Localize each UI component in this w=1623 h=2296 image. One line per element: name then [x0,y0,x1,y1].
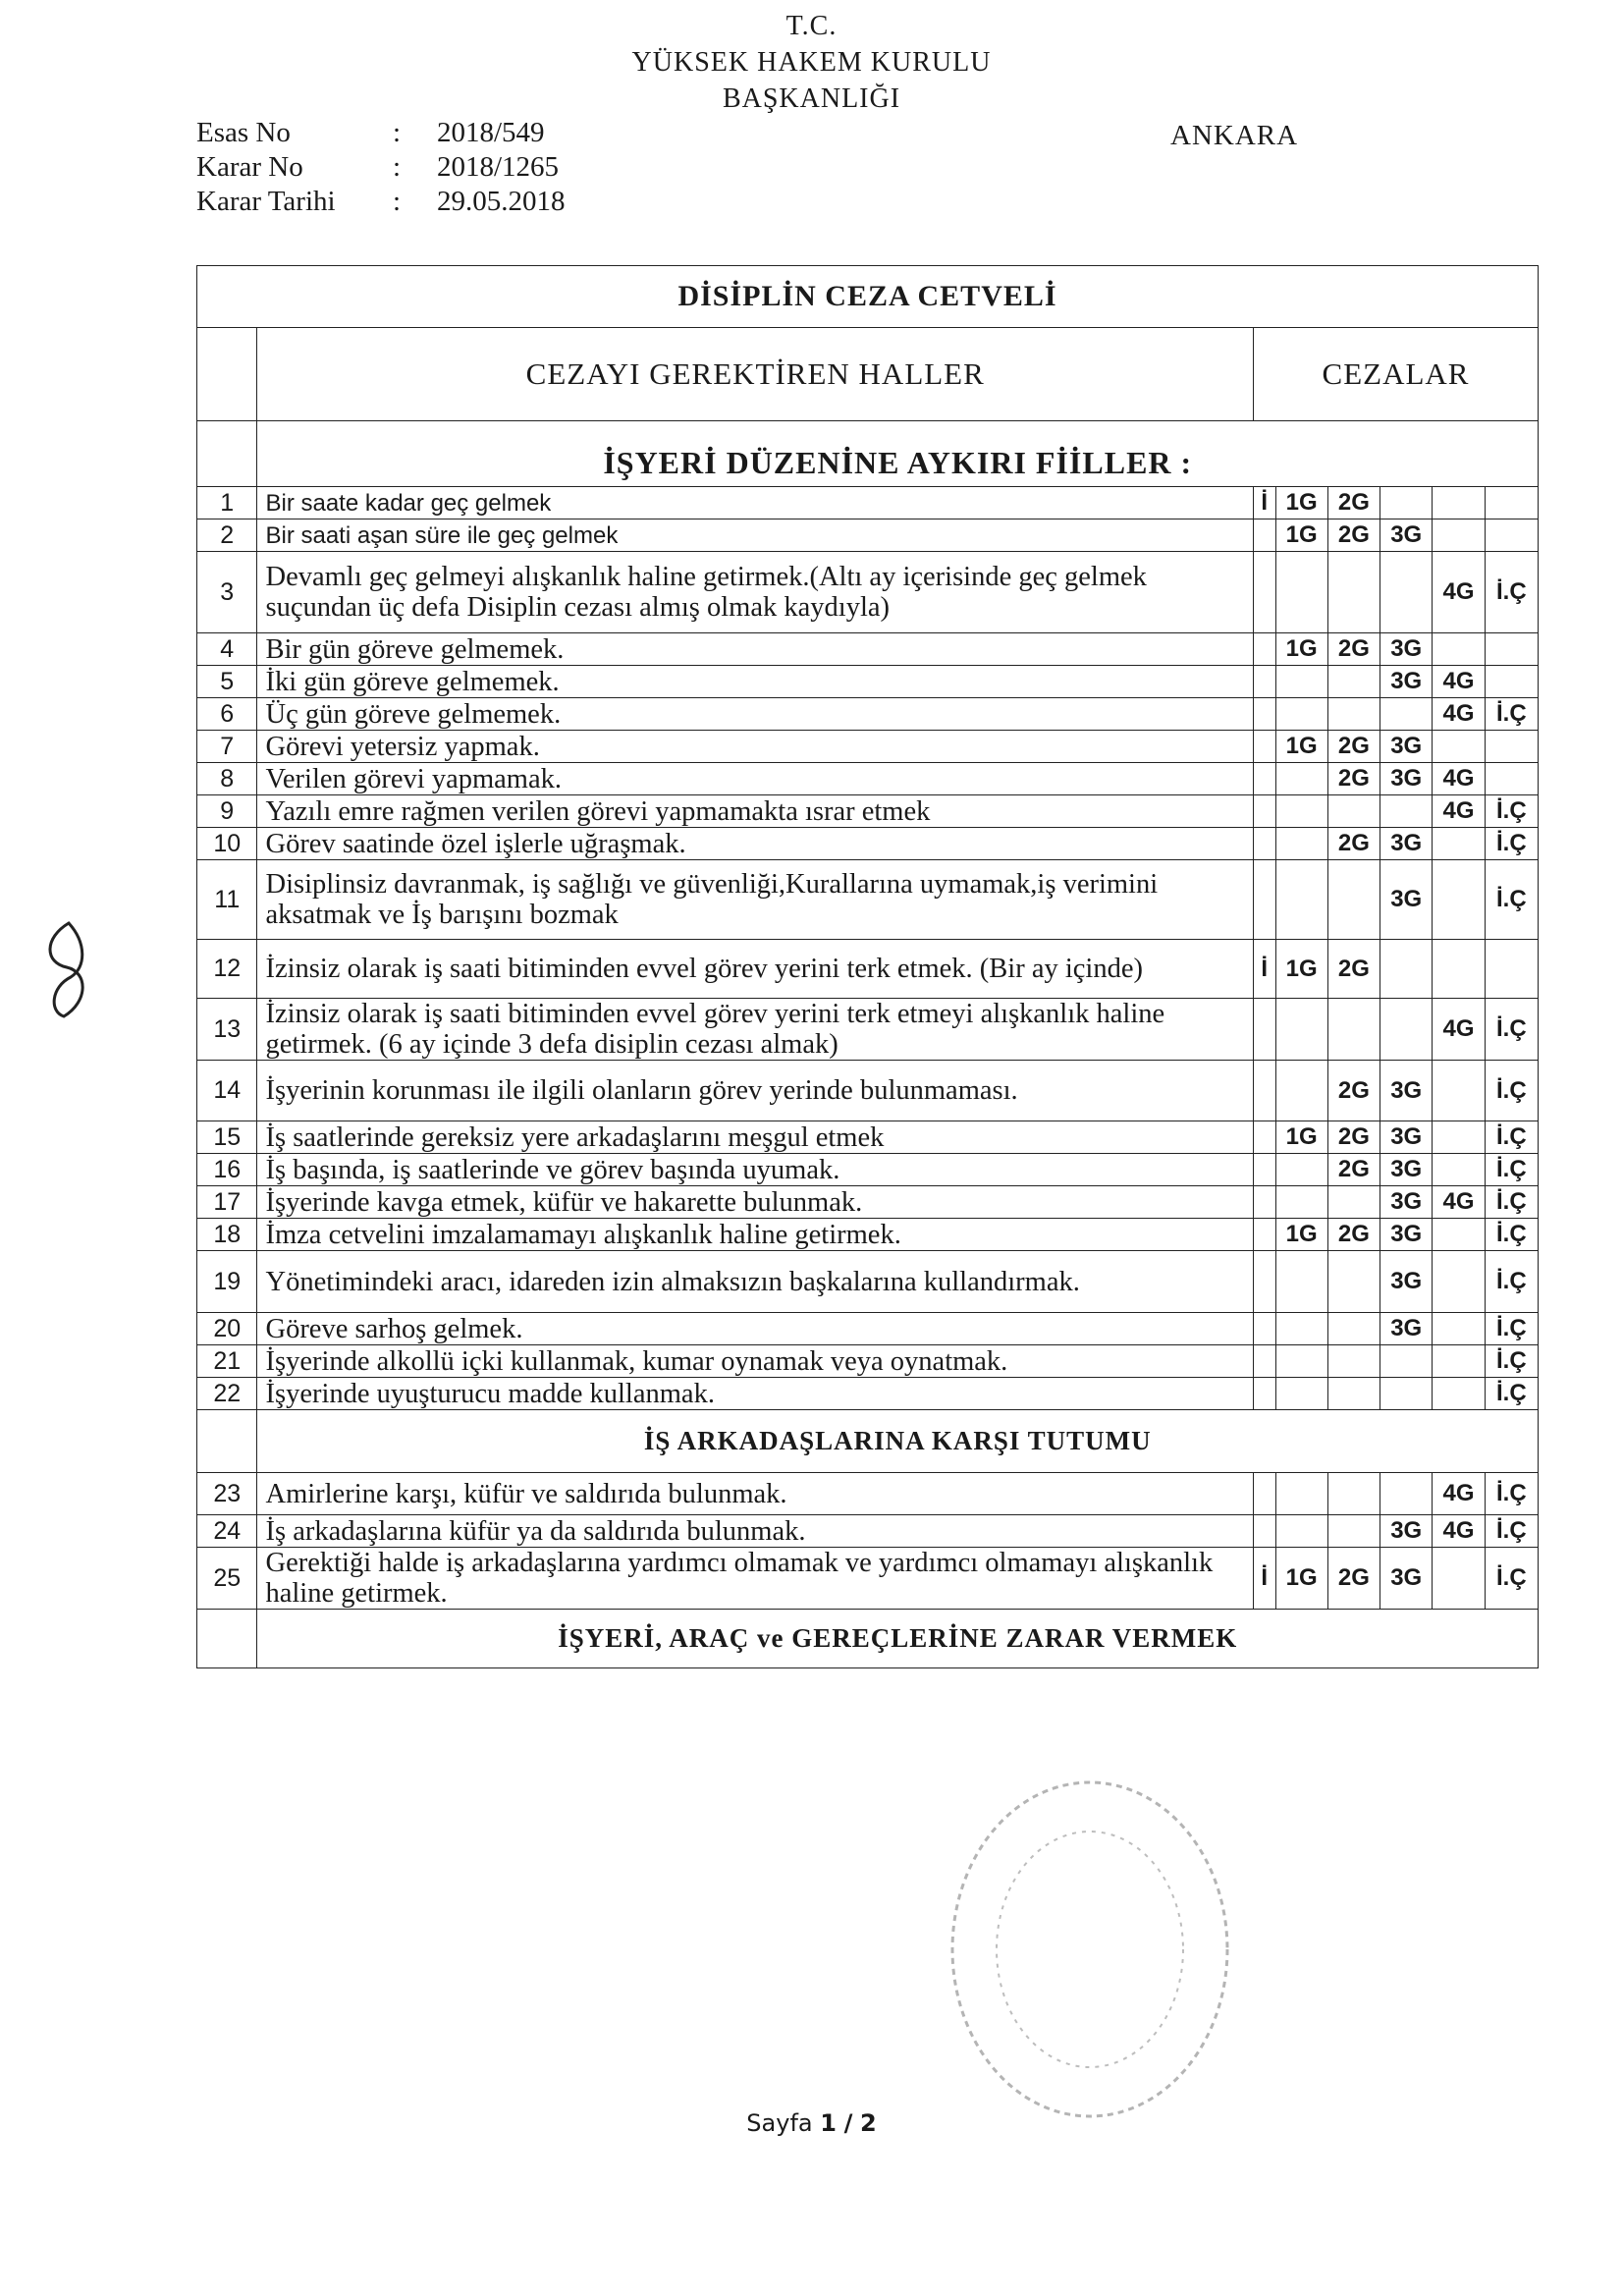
row-number: 5 [197,666,257,698]
penalty-cell [1380,1378,1433,1410]
table-row [197,1345,1539,1378]
penalty-cell [1380,1473,1433,1515]
penalty-cell [1485,763,1538,795]
penalty-cell: 3G [1380,1548,1433,1610]
penalty-cell: İ.Ç [1485,1473,1538,1515]
penalty-cell [1327,1378,1380,1410]
penalty-cell [1253,519,1275,552]
row-number: 23 [197,1473,257,1515]
row-number: 24 [197,1515,257,1548]
header-institution: YÜKSEK HAKEM KURULU [631,47,992,78]
penalty-cell [1253,1313,1275,1345]
table-row [197,1061,1539,1121]
row-description: Bir saate kadar geç gelmek [257,487,1254,519]
table-row [197,763,1539,795]
penalty-cell: 2G [1327,828,1380,860]
penalty-cell [1275,763,1327,795]
penalty-cell: 1G [1275,1121,1327,1154]
penalty-cell [1327,1473,1380,1515]
penalty-cell [1253,1061,1275,1121]
penalty-cell: İ.Ç [1485,1154,1538,1186]
row-number: 4 [197,633,257,666]
penalty-cell: 4G [1433,1473,1485,1515]
header-tc: T.C. [785,11,838,41]
penalty-cell [1275,1061,1327,1121]
penalty-cell [1275,860,1327,940]
penalty-cell: 3G [1380,519,1433,552]
penalty-cell [1253,860,1275,940]
table-row [197,1154,1539,1186]
row-description: Yönetimindeki aracı, idareden izin almaksızın başkalarına kullandırmak. [257,1251,1254,1313]
row-number: 3 [197,552,257,633]
penalty-cell [1253,1515,1275,1548]
penalty-cell: 3G [1380,1251,1433,1313]
row-description: Yazılı emre rağmen verilen görevi yapmamakta ısrar etmek [257,795,1254,828]
penalty-cell: 2G [1327,763,1380,795]
row-description: Görev saatinde özel işlerle uğraşmak. [257,828,1254,860]
meta-value: 29.05.2018 [437,186,566,217]
penalty-cell [1327,999,1380,1061]
row-description: Gerektiği halde iş arkadaşlarına yardımcı olmamak ve yardımcı olmamayı alışkanlık haline getirmek. [257,1548,1254,1610]
penalty-cell: İ.Ç [1485,795,1538,828]
penalty-cell [1275,1515,1327,1548]
penalty-cell [1327,552,1380,633]
penalty-cell: 2G [1327,1548,1380,1610]
penalty-cell: 3G [1380,860,1433,940]
penalty-cell [1275,1251,1327,1313]
penalty-cell: İ.Ç [1485,552,1538,633]
row-number: 16 [197,1154,257,1186]
section-title-workplace-order: İŞYERİ DÜZENİNE AYKIRI FİİLLER : [257,421,1539,487]
penalty-cell: 3G [1380,666,1433,698]
row-description: İmza cetvelini imzalamamayı alışkanlık haline getirmek. [257,1219,1254,1251]
penalty-cell [1253,763,1275,795]
penalty-cell [1433,860,1485,940]
penalty-cell [1253,1473,1275,1515]
handwritten-mark [39,918,98,1026]
penalty-cell: İ [1253,487,1275,519]
meta-esas-no [196,116,566,150]
table-row [197,698,1539,731]
penalty-cell [1433,1061,1485,1121]
penalty-cell: 1G [1275,731,1327,763]
penalty-cell [1433,1154,1485,1186]
meta-sep: : [393,117,402,148]
row-description: Disiplinsiz davranmak, iş sağlığı ve güvenliği,Kurallarına uymamak,iş verimini aksatmak ve İş barışını bozmak [257,860,1254,940]
case-meta [196,116,566,219]
section-blank-cell [197,1410,257,1473]
penalty-cell [1433,731,1485,763]
penalty-table [196,265,1539,1668]
penalty-cell: 1G [1275,1548,1327,1610]
penalty-cell [1380,552,1433,633]
header-blank-cell [197,328,257,421]
penalty-cell [1433,1548,1485,1610]
table-row [197,519,1539,552]
penalty-cell [1433,940,1485,999]
penalty-cell [1433,1313,1485,1345]
penalty-cell: 4G [1433,1515,1485,1548]
table-row [197,940,1539,999]
row-number: 1 [197,487,257,519]
penalty-cell [1327,1251,1380,1313]
penalty-cell: 2G [1327,1061,1380,1121]
row-description: Amirlerine karşı, küfür ve saldırıda bulunmak. [257,1473,1254,1515]
row-description: İş saatlerinde gereksiz yere arkadaşlarını meşgul etmek [257,1121,1254,1154]
penalty-cell [1327,666,1380,698]
column-header-cases: CEZAYI GEREKTİREN HALLER [257,328,1254,421]
penalty-cell [1380,795,1433,828]
penalty-cell [1380,999,1433,1061]
penalty-cell [1380,698,1433,731]
row-number: 18 [197,1219,257,1251]
row-number: 9 [197,795,257,828]
page-separator: / [843,2109,853,2137]
meta-value: 2018/1265 [437,151,560,183]
row-number: 14 [197,1061,257,1121]
table-row [197,1121,1539,1154]
page-current: 1 [820,2109,837,2137]
penalty-cell: 4G [1433,552,1485,633]
penalty-cell: 3G [1380,1313,1433,1345]
penalty-cell [1380,940,1433,999]
penalty-cell: 1G [1275,519,1327,552]
meta-label: Esas No [196,117,291,148]
column-header-penalties: CEZALAR [1253,328,1538,421]
row-description: İş başında, iş saatlerinde ve görev başında uyumak. [257,1154,1254,1186]
penalty-cell: İ.Ç [1485,1345,1538,1378]
row-number: 19 [197,1251,257,1313]
row-description: İşyerinde alkollü içki kullanmak, kumar oynamak veya oynatmak. [257,1345,1254,1378]
section-blank-cell [197,1610,257,1668]
penalty-cell: İ.Ç [1485,1061,1538,1121]
penalty-cell: 3G [1380,1186,1433,1219]
penalty-cell [1275,999,1327,1061]
penalty-cell: İ [1253,940,1275,999]
penalty-cell: 3G [1380,1061,1433,1121]
penalty-cell [1253,698,1275,731]
penalty-cell [1253,1378,1275,1410]
section-blank-cell [197,421,257,487]
meta-sep: : [393,151,402,183]
row-description: Devamlı geç gelmeyi alışkanlık haline getirmek.(Altı ay içerisinde geç gelmek suçundan üç defa Disiplin cezası almış olmak kaydıyla) [257,552,1254,633]
table-row [197,731,1539,763]
row-description: İki gün göreve gelmemek. [257,666,1254,698]
penalty-cell [1275,828,1327,860]
penalty-cell: 2G [1327,633,1380,666]
penalty-cell [1253,731,1275,763]
penalty-cell [1327,1186,1380,1219]
penalty-cell: 3G [1380,1219,1433,1251]
penalty-cell: 1G [1275,633,1327,666]
penalty-cell [1433,633,1485,666]
penalty-cell: 3G [1380,763,1433,795]
penalty-cell [1275,1473,1327,1515]
penalty-cell: 4G [1433,795,1485,828]
row-number: 12 [197,940,257,999]
row-number: 13 [197,999,257,1061]
row-number: 6 [197,698,257,731]
penalty-cell [1380,1345,1433,1378]
penalty-cell [1253,795,1275,828]
penalty-cell [1327,795,1380,828]
penalty-cell [1327,860,1380,940]
penalty-cell [1253,1121,1275,1154]
penalty-cell [1327,1345,1380,1378]
penalty-cell [1275,552,1327,633]
row-description: Bir saati aşan süre ile geç gelmek [257,519,1254,552]
penalty-cell: İ.Ç [1485,999,1538,1061]
row-description: İşyerinde kavga etmek, küfür ve hakarette bulunmak. [257,1186,1254,1219]
penalty-cell [1275,1186,1327,1219]
page-label: Sayfa [746,2109,813,2137]
penalty-cell [1275,698,1327,731]
penalty-cell [1253,633,1275,666]
penalty-cell [1275,1313,1327,1345]
row-number: 11 [197,860,257,940]
row-description: Verilen görevi yapmamak. [257,763,1254,795]
penalty-cell: İ [1253,1548,1275,1610]
row-description: İşyerinin korunması ile ilgili olanların görev yerinde bulunmaması. [257,1061,1254,1121]
penalty-cell [1327,698,1380,731]
penalty-cell: İ.Ç [1485,1219,1538,1251]
penalty-cell [1433,1378,1485,1410]
row-number: 17 [197,1186,257,1219]
table-row [197,1473,1539,1515]
penalty-cell [1253,1251,1275,1313]
penalty-cell [1253,1154,1275,1186]
penalty-cell [1275,666,1327,698]
penalty-cell: 2G [1327,1121,1380,1154]
penalty-cell [1253,552,1275,633]
table-row [197,999,1539,1061]
penalty-cell: 4G [1433,1186,1485,1219]
penalty-cell: İ.Ç [1485,1186,1538,1219]
penalty-cell: 3G [1380,1121,1433,1154]
row-number: 7 [197,731,257,763]
penalty-cell [1253,1186,1275,1219]
meta-karar-tarihi [196,185,566,219]
penalty-cell: 4G [1433,763,1485,795]
penalty-cell: 3G [1380,633,1433,666]
meta-sep: : [393,186,402,217]
row-number: 20 [197,1313,257,1345]
row-number: 25 [197,1548,257,1610]
meta-label: Karar Tarihi [196,186,336,217]
penalty-cell: 3G [1380,731,1433,763]
table-row [197,1251,1539,1313]
penalty-cell: İ.Ç [1485,1121,1538,1154]
penalty-cell: İ.Ç [1485,828,1538,860]
section-title-colleagues: İŞ ARKADAŞLARINA KARŞI TUTUMU [257,1410,1539,1473]
penalty-cell [1275,1378,1327,1410]
penalty-cell [1433,1219,1485,1251]
penalty-cell: 3G [1380,1515,1433,1548]
penalty-cell: 2G [1327,731,1380,763]
table-row [197,1219,1539,1251]
penalty-cell: 3G [1380,1154,1433,1186]
penalty-cell [1485,666,1538,698]
penalty-cell [1253,828,1275,860]
penalty-cell [1253,666,1275,698]
row-number: 8 [197,763,257,795]
penalty-cell [1485,633,1538,666]
penalty-cell: 1G [1275,1219,1327,1251]
penalty-cell: İ.Ç [1485,1313,1538,1345]
penalty-cell: İ.Ç [1485,860,1538,940]
row-number: 21 [197,1345,257,1378]
row-description: İş arkadaşlarına küfür ya da saldırıda bulunmak. [257,1515,1254,1548]
row-number: 2 [197,519,257,552]
meta-value: 2018/549 [437,117,545,148]
penalty-cell [1433,1121,1485,1154]
row-description: Bir gün göreve gelmemek. [257,633,1254,666]
penalty-cell: 4G [1433,698,1485,731]
penalty-cell [1253,999,1275,1061]
penalty-cell [1253,1345,1275,1378]
penalty-cell [1433,1251,1485,1313]
penalty-cell [1380,487,1433,519]
penalty-cell: İ.Ç [1485,698,1538,731]
meta-karar-no [196,150,566,185]
penalty-cell: 4G [1433,666,1485,698]
penalty-cell [1327,1313,1380,1345]
table-row [197,1515,1539,1548]
penalty-cell: 2G [1327,1219,1380,1251]
table-title: DİSİPLİN CEZA CETVELİ [197,266,1539,328]
penalty-cell: İ.Ç [1485,1515,1538,1548]
table-row [197,1548,1539,1610]
row-number: 22 [197,1378,257,1410]
row-description: İzinsiz olarak iş saati bitiminden evvel görev yerini terk etmek. (Bir ay içinde) [257,940,1254,999]
row-number: 15 [197,1121,257,1154]
penalty-cell [1433,519,1485,552]
row-description: İşyerinde uyuşturucu madde kullanmak. [257,1378,1254,1410]
penalty-cell: 2G [1327,1154,1380,1186]
penalty-cell [1433,828,1485,860]
penalty-cell [1253,1219,1275,1251]
penalty-cell [1433,1345,1485,1378]
header-presidency: BAŞKANLIĞI [722,83,901,114]
penalty-cell: 1G [1275,487,1327,519]
penalty-cell: İ.Ç [1485,1548,1538,1610]
penalty-cell [1327,1515,1380,1548]
penalty-cell [1485,940,1538,999]
penalty-cell [1485,519,1538,552]
table-row [197,1186,1539,1219]
penalty-cell [1275,795,1327,828]
row-description: Görevi yetersiz yapmak. [257,731,1254,763]
page-footer [0,2109,1623,2137]
penalty-cell [1485,487,1538,519]
penalty-cell: İ.Ç [1485,1251,1538,1313]
row-description: Göreve sarhoş gelmek. [257,1313,1254,1345]
row-number: 10 [197,828,257,860]
table-row [197,666,1539,698]
penalty-cell [1275,1345,1327,1378]
penalty-cell [1275,1154,1327,1186]
section-title-equipment-damage: İŞYERİ, ARAÇ ve GEREÇLERİNE ZARAR VERMEK [257,1610,1539,1668]
penalty-cell: İ.Ç [1485,1378,1538,1410]
row-description: İzinsiz olarak iş saati bitiminden evvel görev yerini terk etmeyi alışkanlık haline getirmek. (6 ay içinde 3 defa disiplin cezası almak) [257,999,1254,1061]
penalty-cell [1433,487,1485,519]
table-row [197,633,1539,666]
penalty-cell: 2G [1327,487,1380,519]
row-description: Üç gün göreve gelmemek. [257,698,1254,731]
penalty-cell: 1G [1275,940,1327,999]
table-row [197,828,1539,860]
penalty-cell: 2G [1327,519,1380,552]
penalty-cell: 4G [1433,999,1485,1061]
table-row [197,1378,1539,1410]
table-row [197,487,1539,519]
page-total: 2 [860,2109,877,2137]
table-row [197,795,1539,828]
penalty-cell: 3G [1380,828,1433,860]
header-city: ANKARA [1170,120,1299,151]
official-stamp [938,1768,1242,2131]
table-row [197,860,1539,940]
penalty-cell [1485,731,1538,763]
table-row [197,552,1539,633]
table-row [197,1313,1539,1345]
meta-label: Karar No [196,151,303,183]
penalty-cell: 2G [1327,940,1380,999]
